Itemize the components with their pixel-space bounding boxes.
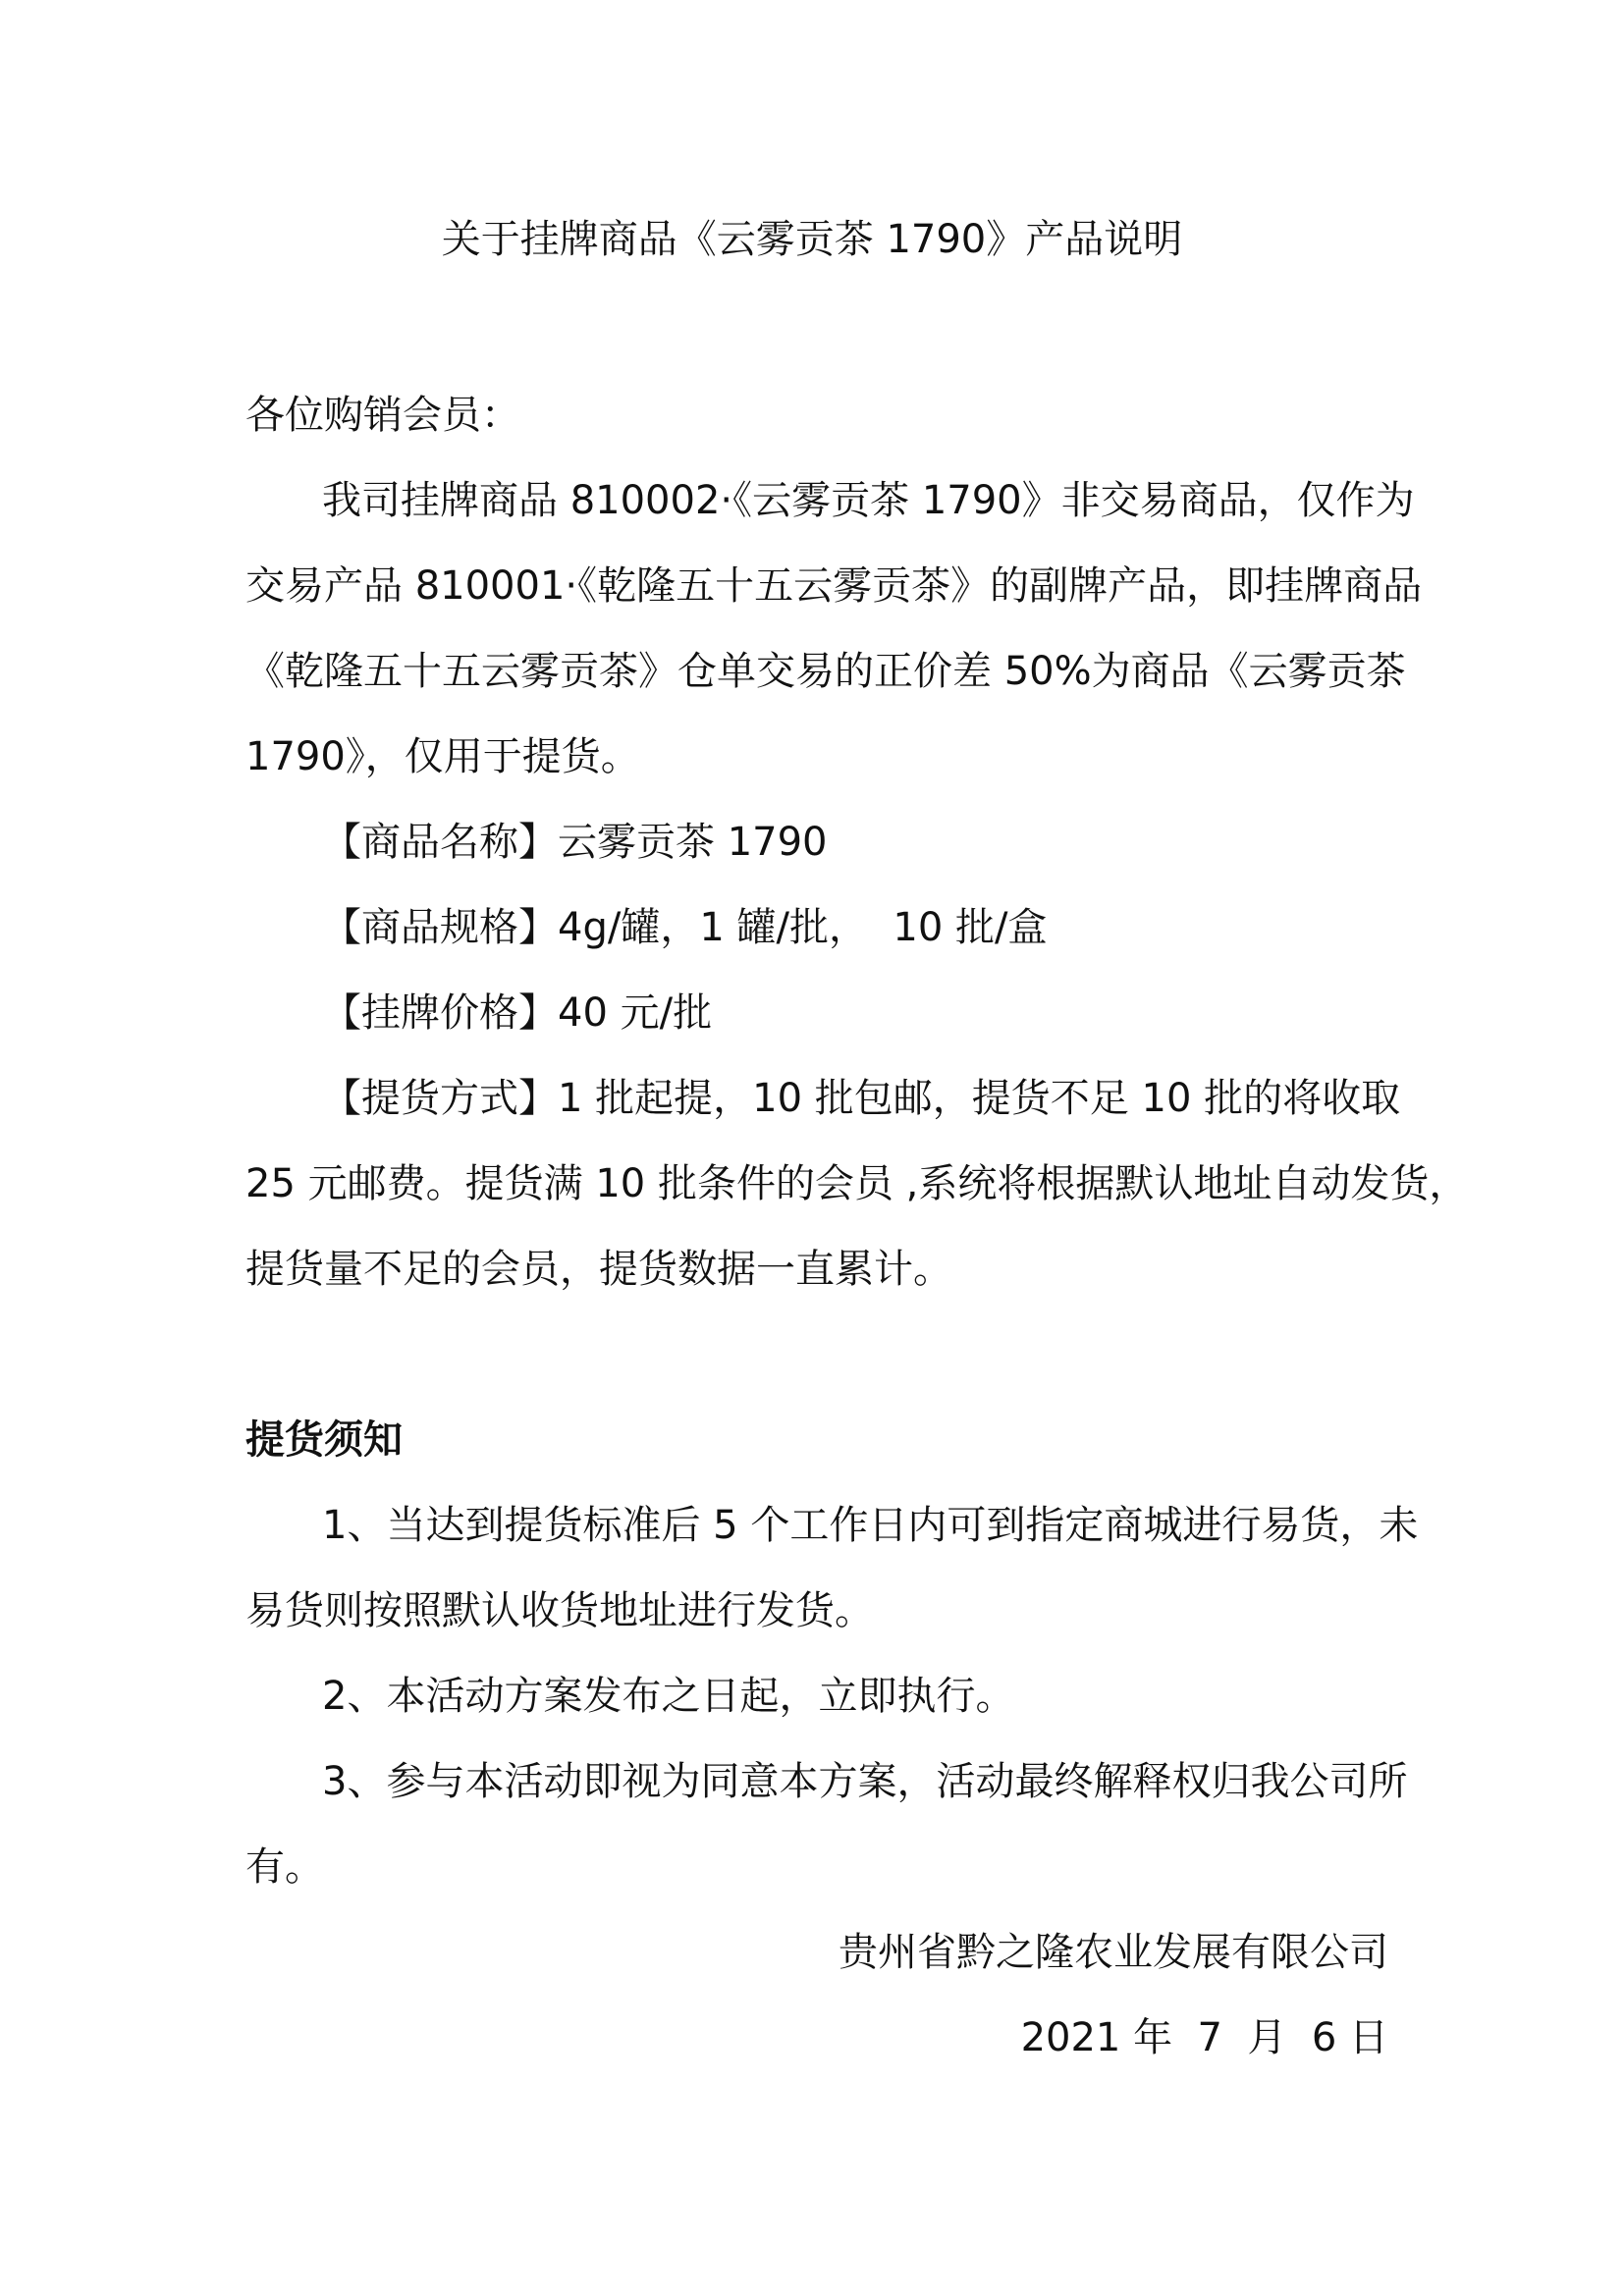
product-name: 【商品名称】云雾贡茶 1790 [322, 820, 828, 865]
intro-line: 交易产品 810001·《乾隆五十五云雾贡茶》的副牌产品，即挂牌商品 [245, 563, 1423, 609]
notice-heading: 提货须知 [245, 1417, 403, 1463]
notice-item-1-line: 1、当达到提货标准后 5 个工作日内可到指定商城进行易货，未 [322, 1503, 1419, 1548]
delivery-line: 25 元邮费。提货满 10 批条件的会员 ,系统将根据默认地址自动发货， [245, 1161, 1469, 1206]
notice-item-1-line: 易货则按照默认收货地址进行发货。 [245, 1588, 874, 1633]
intro-line: 1790》，仅用于提货。 [245, 734, 640, 779]
product-spec: 【商品规格】4g/罐，1 罐/批， 10 批/盒 [322, 905, 1048, 950]
intro-line: 《乾隆五十五云雾贡茶》仓单交易的正价差 50%为商品《云雾贡茶 [245, 649, 1406, 694]
company-signature: 贵州省黔之隆农业发展有限公司 [839, 1930, 1388, 1975]
delivery-line: 【提货方式】1 批起提，10 批包邮，提货不足 10 批的将收取 [322, 1076, 1401, 1121]
listing-price: 【挂牌价格】40 元/批 [322, 990, 713, 1036]
document-date: 2021 年 7 月 6 日 [1020, 2015, 1388, 2060]
notice-item-3-line: 有。 [245, 1844, 324, 1890]
document-title: 关于挂牌商品《云雾贡茶 1790》产品说明 [441, 217, 1183, 262]
notice-item-2: 2、本活动方案发布之日起，立即执行。 [322, 1674, 1015, 1719]
intro-line: 我司挂牌商品 810002·《云雾贡茶 1790》非交易商品，仅作为 [322, 478, 1415, 523]
salutation: 各位购销会员： [245, 393, 520, 438]
notice-item-3-line: 3、参与本活动即视为同意本方案，活动最终解释权归我公司所 [322, 1759, 1408, 1804]
delivery-line: 提货量不足的会员，提货数据一直累计。 [245, 1247, 952, 1292]
